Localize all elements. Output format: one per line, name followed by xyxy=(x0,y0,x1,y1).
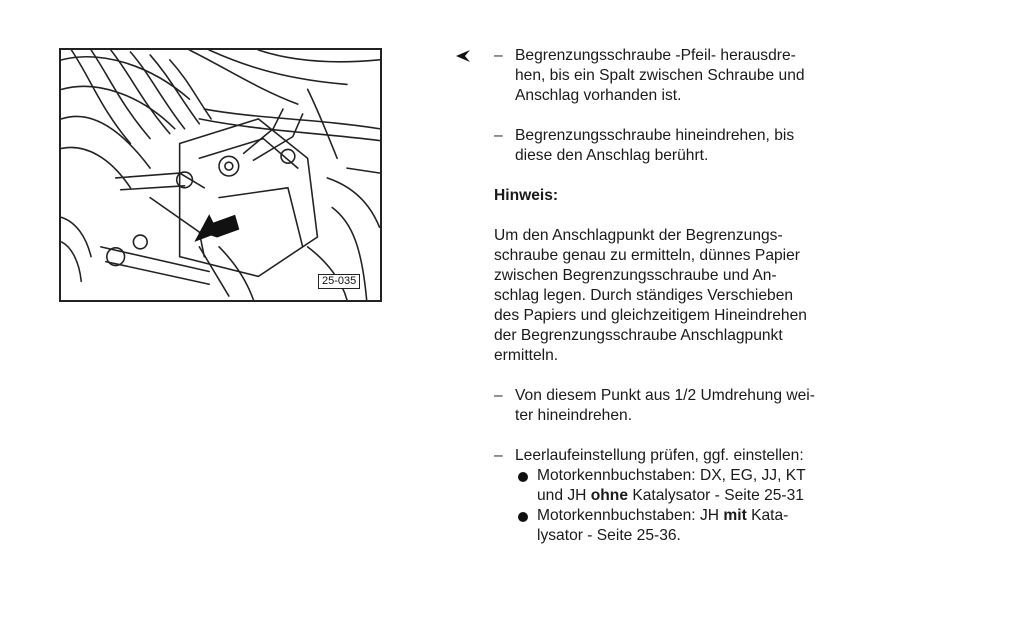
figure-label: 25-035 xyxy=(318,274,360,289)
step-half-turn xyxy=(494,386,904,426)
list-dash: – xyxy=(494,447,503,464)
step-text: Begrenzungsschraube -Pfeil- herausdre- hen, bis ein Spalt zwischen Schraube und Anschlag vorhanden ist. xyxy=(515,47,805,104)
list-dash: – xyxy=(494,387,503,404)
note-body: Um den Anschlagpunkt der Begrenzungs- schraube genau zu ermitteln, dünnes Papier zwischen Begrenzungsschraube und An- schlag legen. Durch ständiges Verschieben des Papiers und gleichzeitigem Hineindrehen der Begrenzungsschraube Anschlagpunkt ermitteln. xyxy=(494,227,807,364)
pointer-icon xyxy=(455,49,471,67)
left-pointer-icon xyxy=(455,49,471,63)
bullet-icon xyxy=(518,472,528,482)
engine-line-drawing xyxy=(61,50,380,300)
step-text: Von diesem Punkt aus 1/2 Umdrehung wei- ter hineindrehen. xyxy=(515,387,815,424)
pointer-arrow xyxy=(195,215,238,241)
step-screw-in xyxy=(494,126,904,166)
step-unscrew xyxy=(494,46,904,106)
step-idle-check xyxy=(494,446,904,546)
step-text: Leerlaufeinstellung prüfen, ggf. einstellen: xyxy=(515,447,804,464)
bullet-text: Motorkennbuchstaben: DX, EG, JJ, KT und JH ohne Katalysator - Seite 25-31 xyxy=(537,467,806,504)
bullet-text: Motorkennbuchstaben: JH mit Kata- lysator - Seite 25-36. xyxy=(537,507,789,544)
bullet-item xyxy=(515,506,904,546)
instruction-text xyxy=(494,46,904,546)
step-text: Begrenzungsschraube hineindrehen, bis diese den Anschlag berührt. xyxy=(515,127,795,164)
bullet-item xyxy=(515,466,904,506)
engine-illustration xyxy=(59,48,382,302)
list-dash: – xyxy=(494,127,503,144)
bullet-icon xyxy=(518,512,528,522)
note-heading: Hinweis: xyxy=(494,187,559,204)
list-dash: – xyxy=(494,47,503,64)
